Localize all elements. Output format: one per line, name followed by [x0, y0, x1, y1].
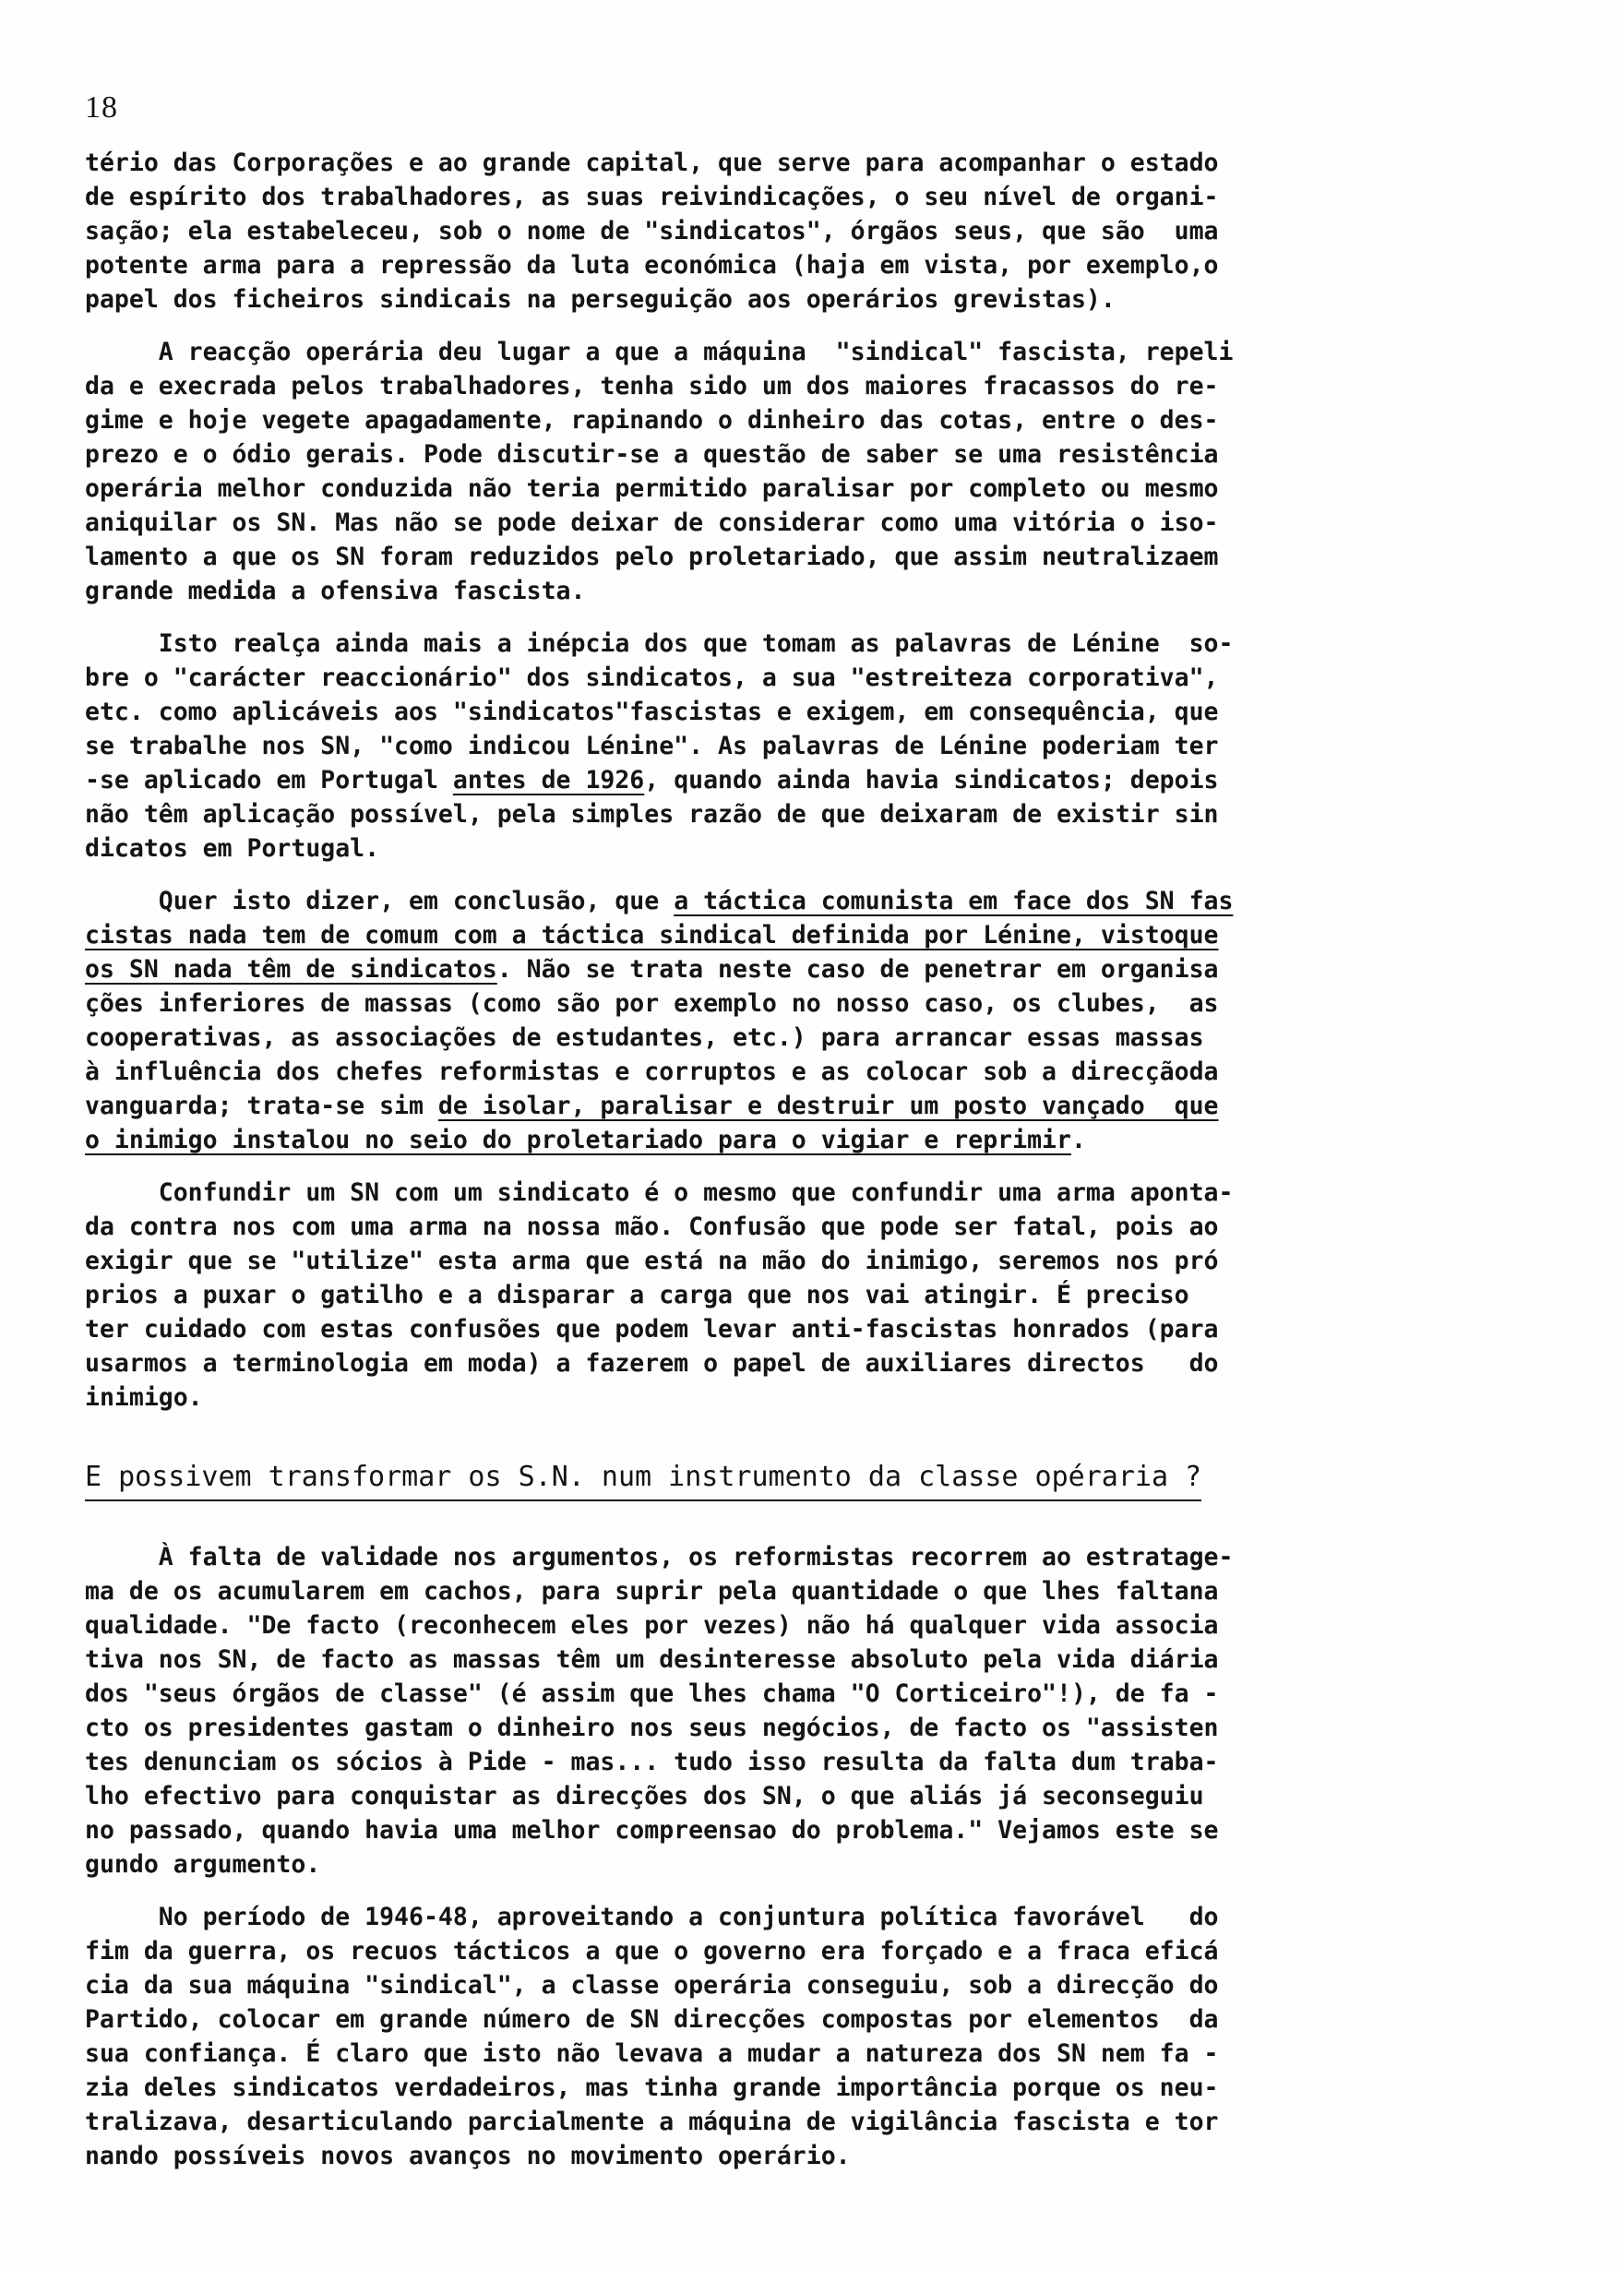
- text-line: não têm aplicação possível, pela simples razão de que deixaram de existir sin: [85, 800, 1219, 829]
- text-segment: Quer isto dizer, em conclusão, que: [85, 887, 675, 915]
- text-line: potente arma para a repressão da luta económica (haja em vista, por exemplo,o: [85, 251, 1219, 280]
- section-heading: E possivem transformar os S.N. num instrumento da classe opéraria ?: [85, 1459, 1201, 1501]
- text-line: operária melhor conduzida não teria permitido paralisar por completo ou mesmo: [85, 474, 1219, 503]
- text-line: A reacção operária deu lugar a que a máquina "sindical" fascista, repeli: [85, 338, 1234, 366]
- text-line: da e execrada pelos trabalhadores, tenha sido um dos maiores fracassos do re-: [85, 372, 1219, 400]
- text-line: lamento a que os SN foram reduzidos pelo proletariado, que assim neutralizaem: [85, 543, 1219, 571]
- underlined-text: cistas nada tem de comum com a táctica sindical definida por Lénine, vistoque: [85, 921, 1219, 950]
- text-line: etc. como aplicáveis aos "sindicatos"fascistas e exigem, em consequência, que: [85, 698, 1219, 726]
- text-line: exigir que se "utilize" esta arma que está na mão do inimigo, seremos nos pró: [85, 1247, 1219, 1275]
- paragraph-1: [85, 146, 1513, 317]
- text-line: inimigo.: [85, 1383, 203, 1412]
- text-line: Partido, colocar em grande número de SN direcções compostas por elementos da: [85, 2005, 1219, 2034]
- text-line: À falta de validade nos argumentos, os reformistas recorrem ao estratage-: [85, 1543, 1234, 1571]
- text-line: gime e hoje vegete apagadamente, rapinando o dinheiro das cotas, entre o des-: [85, 406, 1219, 435]
- text-line: cto os presidentes gastam o dinheiro nos seus negócios, de facto os "assisten: [85, 1714, 1219, 1742]
- text-line: gundo argumento.: [85, 1850, 321, 1879]
- text-line: qualidade. "De facto (reconhecem eles por vezes) não há qualquer vida associa: [85, 1611, 1219, 1640]
- text-line: no passado, quando havia uma melhor compreensao do problema." Vejamos este se: [85, 1816, 1219, 1845]
- underlined-text: de isolar, paralisar e destruir um posto vançado que: [437, 1092, 1219, 1120]
- text-line: ter cuidado com estas confusões que podem levar anti-fascistas honrados (para: [85, 1315, 1219, 1344]
- text-line: sua confiança. É claro que isto não levava a mudar a natureza dos SN nem fa -: [85, 2039, 1219, 2068]
- text-line: cia da sua máquina "sindical", a classe operária conseguiu, sob a direcção do: [85, 1971, 1219, 2000]
- paragraph-2: [85, 335, 1513, 608]
- text-segment: .: [1070, 1126, 1086, 1154]
- underlined-text: antes de 1926: [452, 766, 645, 794]
- text-line: lho efectivo para conquistar as direcções dos SN, o que aliás já seconseguiu: [85, 1782, 1204, 1810]
- page-number: 18: [85, 90, 118, 125]
- underlined-text: os SN nada têm de sindicatos: [85, 955, 497, 984]
- paragraph-4: [85, 884, 1513, 1157]
- text-line: tes denunciam os sócios à Pide - mas... tudo isso resulta da falta dum traba-: [85, 1748, 1219, 1776]
- text-line: de espírito dos trabalhadores, as suas reivindicações, o seu nível de organi-: [85, 183, 1219, 211]
- text-line: prios a puxar o gatilho e a disparar a carga que nos vai atingir. É preciso: [85, 1281, 1189, 1309]
- text-line: nando possíveis novos avanços no movimento operário.: [85, 2142, 851, 2170]
- page-body: [85, 146, 1513, 2192]
- text-line: dos "seus órgãos de classe" (é assim que lhes chama "O Corticeiro"!), de fa -: [85, 1679, 1219, 1708]
- text-line: tiva nos SN, de facto as massas têm um desinteresse absoluto pela vida diária: [85, 1645, 1219, 1674]
- text-line: prezo e o ódio gerais. Pode discutir-se a questão de saber se uma resistência: [85, 440, 1219, 469]
- text-line: ções inferiores de massas (como são por exemplo no nosso caso, os clubes, as: [85, 989, 1219, 1018]
- text-line: ma de os acumularem em cachos, para suprir pela quantidade o que lhes faltana: [85, 1577, 1219, 1606]
- text-line: fim da guerra, os recuos tácticos a que o governo era forçado e a fraca eficá: [85, 1937, 1219, 1965]
- text-line: grande medida a ofensiva fascista.: [85, 577, 586, 605]
- text-line: se trabalhe nos SN, "como indicou Lénine". As palavras de Lénine poderiam ter: [85, 732, 1219, 760]
- text-line: bre o "carácter reaccionário" dos sindicatos, a sua "estreiteza corporativa",: [85, 663, 1219, 692]
- paragraph-6: [85, 1540, 1513, 1882]
- text-line: Confundir um SN com um sindicato é o mesmo que confundir uma arma aponta-: [85, 1178, 1234, 1207]
- text-segment: , quando ainda havia sindicatos; depois: [644, 766, 1219, 794]
- text-segment: vanguarda; trata-se sim: [85, 1092, 438, 1120]
- text-line: cooperativas, as associações de estudantes, etc.) para arrancar essas massas: [85, 1023, 1204, 1052]
- text-line: No período de 1946-48, aproveitando a conjuntura política favorável do: [85, 1903, 1219, 1931]
- paragraph-5: [85, 1176, 1513, 1415]
- section-heading-wrapper: [85, 1442, 1513, 1540]
- text-line: da contra nos com uma arma na nossa mão. Confusão que pode ser fatal, pois ao: [85, 1213, 1219, 1241]
- paragraph-7: [85, 1900, 1513, 2173]
- underlined-text: a táctica comunista em face dos SN fas: [674, 887, 1234, 915]
- text-line: usarmos a terminologia em moda) a fazerem o papel de auxiliares directos do: [85, 1349, 1219, 1378]
- text-line: à influência dos chefes reformistas e corruptos e as colocar sob a direcçãoda: [85, 1057, 1219, 1086]
- text-line: papel dos ficheiros sindicais na perseguição aos operários grevistas).: [85, 285, 1116, 314]
- text-segment: . Não se trata neste caso de penetrar em organisa: [496, 955, 1219, 984]
- text-line: dicatos em Portugal.: [85, 834, 380, 863]
- text-line: zia deles sindicatos verdadeiros, mas tinha grande importância porque os neu-: [85, 2073, 1219, 2102]
- text-line: tralizava, desarticulando parcialmente a máquina de vigilância fascista e tor: [85, 2108, 1219, 2136]
- underlined-text: o inimigo instalou no seio do proletariado para o vigiar e reprimir: [85, 1126, 1071, 1154]
- text-line: tério das Corporações e ao grande capital, que serve para acompanhar o estado: [85, 149, 1219, 177]
- text-line: Isto realça ainda mais a inépcia dos que tomam as palavras de Lénine so-: [85, 629, 1234, 658]
- text-segment: -se aplicado em Portugal: [85, 766, 453, 794]
- text-line: sação; ela estabeleceu, sob o nome de "sindicatos", órgãos seus, que são uma: [85, 217, 1219, 245]
- paragraph-3: [85, 627, 1513, 866]
- text-line: aniquilar os SN. Mas não se pode deixar de considerar como uma vitória o iso-: [85, 508, 1219, 537]
